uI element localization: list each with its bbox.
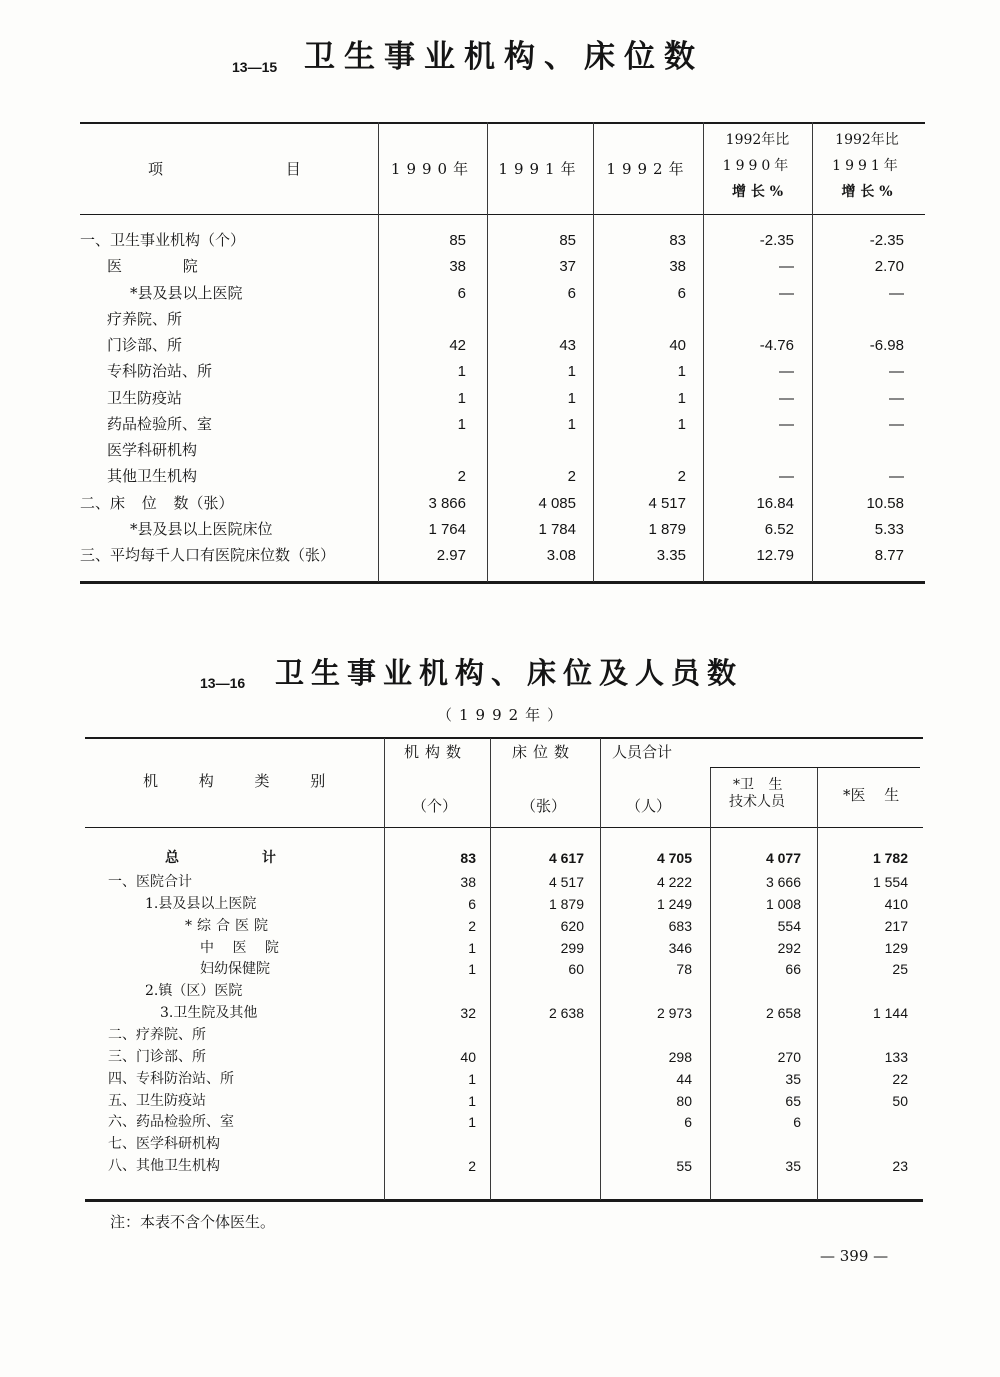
table2-cell-col1: 6 (468, 895, 476, 912)
table2-cell-col2: 60 (568, 961, 584, 978)
table2-cell-col4: 3 666 (765, 874, 801, 890)
table1-header-1992: 1992年 (606, 160, 690, 178)
table2-cell-col3: 1 249 (656, 895, 692, 912)
table2-header-staff-unit: （人） (626, 797, 672, 815)
table2-cell-col3: 4 705 (656, 850, 692, 866)
table1-cell-col3: 1 (677, 415, 686, 433)
table2-cell-col4: 4 077 (765, 850, 801, 866)
table2-bottom-rule (85, 1199, 923, 1202)
table1-row-label: 卫生防疫站 (107, 388, 183, 407)
table1-row-label: 医学科研机构 (107, 441, 198, 459)
table1-cell-col3: 40 (669, 337, 686, 354)
table2-cell-col5: 410 (884, 895, 908, 912)
table2-row-label: 四、专科防治站、所 (108, 1070, 234, 1087)
table2-row-label: 2.镇（区）医院 (145, 983, 243, 1000)
table2-cell-col3: 683 (668, 917, 692, 934)
table1-cell-col2: 1 784 (538, 520, 576, 538)
table2-cell-col1: 1 (468, 939, 476, 956)
table1-cell-col3: 83 (669, 232, 686, 249)
table2-row-label: 三、门诊部、所 (108, 1048, 206, 1065)
table2-cell-col5: 133 (884, 1048, 908, 1065)
table2-cell-col4: 35 (785, 1070, 801, 1087)
table2-top-rule (85, 737, 923, 739)
table1-cell-col4: — (779, 363, 794, 381)
table2-cell-col4: 2 658 (765, 1005, 801, 1022)
table1-cell-col5: — (889, 415, 904, 433)
table1-cell-col3: 3.35 (656, 547, 686, 564)
table1-top-rule (80, 122, 925, 124)
table2-row-label: 七、医学科研机构 (108, 1136, 220, 1153)
table2-header-staff-total: 人员合计 (612, 743, 673, 761)
table2-col-divider (710, 768, 711, 1200)
table1-row-label: *县及县以上医院 (130, 283, 243, 302)
table1-cell-col2: 4 085 (538, 494, 576, 512)
table1-row-label: 二、床 位 数（张） (80, 493, 234, 512)
table2-header-category: 机 构 类 别 (143, 772, 326, 790)
table1-cell-col1: 38 (449, 258, 466, 276)
table2-row-label: 六、药品检验所、室 (108, 1114, 234, 1131)
table2-cell-col3: 44 (676, 1070, 692, 1087)
table1-cell-col2: 85 (559, 232, 576, 249)
table2-cell-col2: 2 638 (548, 1005, 584, 1022)
table1-cell-col1: 6 (457, 284, 466, 302)
table1-row-label: 医 院 (107, 257, 198, 276)
table1-header-1990: 1990年 (390, 160, 475, 178)
table1-cell-col2: 1 (567, 363, 576, 381)
table1-header-rule (80, 214, 925, 215)
table2-cell-col2: 1 879 (548, 895, 584, 912)
table1-row-label: 专科防治站、所 (107, 362, 213, 381)
table1-header-growth-1991-line2: 1991年 (832, 158, 902, 174)
table1-cell-col2: 37 (559, 258, 576, 276)
table2-cell-col5: 25 (892, 961, 908, 978)
table2-cell-col3: 55 (676, 1158, 692, 1175)
table2-cell-col3: 346 (668, 939, 692, 956)
table1-cell-col5: — (889, 284, 904, 302)
table1-cell-col1: 85 (449, 232, 466, 249)
table2-cell-col3: 78 (676, 961, 692, 978)
table2-header-beds-unit: （张） (521, 797, 567, 815)
table1-cell-col4: 12.79 (756, 547, 794, 564)
table1-cell-col1: 42 (449, 337, 466, 354)
table2-cell-col2: 4 617 (548, 850, 584, 866)
table2-header-rule (85, 827, 923, 828)
table2-header-beds: 床位数 (512, 743, 576, 761)
table1-cell-col3: 6 (677, 284, 686, 302)
table2-row-label: 八、其他卫生机构 (108, 1158, 220, 1175)
table2-cell-col5: 22 (892, 1070, 908, 1087)
table2-cell-col4: 6 (793, 1114, 801, 1131)
table1-cell-col3: 1 (677, 389, 686, 407)
table2-cell-col5: 129 (884, 939, 908, 956)
table1-cell-col1: 3 866 (428, 494, 466, 512)
table2-cell-col1: 1 (468, 1114, 476, 1131)
table2-number: 13—16 (200, 675, 246, 691)
table1-header-growth-1990-line2: 1990年 (722, 158, 793, 174)
table1-cell-col1: 2.97 (436, 547, 466, 564)
table1-cell-col3: 1 879 (648, 520, 686, 538)
table2-cell-col5: 1 144 (872, 1005, 908, 1022)
table1-cell-col5: 10.58 (866, 494, 904, 512)
table1-header-growth-1991-line1: 1992年比 (835, 132, 899, 148)
table1-row-label: 门诊部、所 (107, 336, 183, 354)
table1-bottom-rule (80, 581, 925, 584)
table1-cell-col1: 1 (457, 389, 466, 407)
table2-cell-col1: 1 (468, 1070, 476, 1087)
table2-cell-col3: 80 (676, 1092, 692, 1109)
table2-cell-col2: 4 517 (548, 874, 584, 890)
table2-cell-col1: 2 (468, 1158, 476, 1175)
table2-cell-col5: 23 (892, 1158, 908, 1175)
table2-cell-col1: 40 (460, 1048, 476, 1065)
table2-row-label: 3.卫生院及其他 (160, 1005, 258, 1022)
table1-title: 卫生事业机构、床位数 (304, 39, 704, 75)
table2-row-label: 中 医 院 (200, 939, 279, 956)
table1-cell-col5: — (889, 363, 904, 381)
table1-header-item: 项 目 (148, 160, 301, 178)
table2-cell-col1: 32 (460, 1005, 476, 1022)
table1-cell-col3: 4 517 (648, 494, 686, 512)
table2-row-label: 1.县及县以上医院 (145, 895, 257, 912)
table1-cell-col2: 3.08 (546, 547, 576, 564)
table1-cell-col3: 38 (669, 258, 686, 276)
table2-row-label: 一、医院合计 (108, 874, 192, 890)
table2-header-doctors: *医 生 (843, 786, 900, 804)
table1-row-label: 三、平均每千人口有医院床位数（张） (80, 546, 336, 564)
table2-cell-col1: 83 (460, 850, 476, 866)
table2-row-label: 二、疗养院、所 (108, 1026, 206, 1043)
page-number: — 399 — (820, 1247, 889, 1265)
table1-cell-col4: — (779, 415, 794, 433)
table2-cell-col1: 2 (468, 917, 476, 934)
table2-cell-col4: 35 (785, 1158, 801, 1175)
table1-cell-col5: — (889, 468, 904, 486)
table2-cell-col2: 299 (560, 939, 584, 956)
table1-cell-col1: 2 (457, 468, 466, 486)
table1-cell-col2: 1 (567, 415, 576, 433)
table2-header-health-tech-line2: 技术人员 (729, 794, 785, 810)
table1-header-growth-1990-line1: 1992年比 (725, 132, 790, 148)
table2-title: 卫生事业机构、床位及人员数 (275, 656, 744, 690)
table1-cell-col4: -2.35 (759, 232, 794, 249)
table2-cell-col4: 292 (777, 939, 801, 956)
table1-cell-col2: 1 (567, 389, 576, 407)
table2-row-label: *综合医院 (185, 917, 273, 934)
table2-cell-col1: 1 (468, 961, 476, 978)
table1-cell-col4: — (779, 284, 794, 302)
table1-cell-col1: 1 (457, 415, 466, 433)
table1-cell-col5: 8.77 (874, 547, 904, 564)
table2-cell-col4: 66 (785, 961, 801, 978)
table2-cell-col3: 2 973 (656, 1005, 692, 1022)
table2-cell-col5: 50 (892, 1092, 908, 1109)
table2-header-institutions-unit: （个） (412, 797, 458, 815)
table2-cell-col4: 270 (777, 1048, 801, 1065)
table1-cell-col5: -6.98 (869, 337, 904, 354)
table2-cell-col3: 4 222 (656, 874, 692, 890)
table2-cell-col1: 1 (468, 1092, 476, 1109)
table1-cell-col4: — (779, 258, 794, 276)
table-note: 注：本表不含个体医生。 (110, 1213, 276, 1231)
table2-row-label: 五、卫生防疫站 (108, 1092, 206, 1109)
table1-row-label: 药品检验所、室 (107, 414, 213, 433)
table1-header-1991: 1991年 (498, 160, 582, 178)
table1-cell-col5: — (889, 389, 904, 407)
table1-cell-col4: — (779, 389, 794, 407)
table1-cell-col2: 2 (567, 468, 576, 486)
table1-number: 13—15 (232, 59, 278, 75)
table1-cell-col2: 43 (559, 337, 576, 354)
table1-row-label: 疗养院、所 (107, 309, 183, 328)
table2-subheader-rule (710, 767, 920, 768)
table1-header-growth-1990-line3: 增 长 % (731, 184, 784, 200)
table2-cell-col5: 1 782 (872, 850, 908, 866)
table2-cell-col1: 38 (460, 874, 476, 890)
table1-cell-col2: 6 (567, 284, 576, 302)
table1-cell-col4: 6.52 (764, 520, 794, 538)
table2-cell-col3: 298 (668, 1048, 692, 1065)
table2-cell-col4: 65 (785, 1092, 801, 1109)
table1-row-label: 一、卫生事业机构（个） (80, 231, 246, 249)
table2-cell-col3: 6 (684, 1114, 692, 1131)
table1-cell-col5: -2.35 (869, 232, 904, 249)
table1-header-growth-1991-line3: 增 长 % (841, 184, 893, 200)
table2-header-health-tech-line1: *卫 生 (733, 777, 783, 793)
table1-cell-col5: 5.33 (874, 520, 904, 538)
table2-cell-col4: 1 008 (765, 895, 801, 912)
table1-cell-col1: 1 (457, 363, 466, 381)
table2-header-institutions: 机构数 (404, 743, 468, 761)
table1-row-label: *县及县以上医院床位 (130, 519, 273, 538)
table1-cell-col4: — (779, 468, 794, 486)
table1-cell-col3: 2 (677, 468, 686, 486)
table1-row-label: 其他卫生机构 (107, 467, 198, 486)
table2-subtitle: （1992年） (437, 706, 570, 724)
table1-cell-col1: 1 764 (428, 520, 466, 538)
table1-cell-col3: 1 (677, 363, 686, 381)
table2-cell-col5: 217 (884, 917, 908, 934)
table1-cell-col4: -4.76 (759, 337, 794, 354)
table2-row-label: 妇幼保健院 (200, 961, 270, 978)
table2-col-divider (817, 768, 818, 1200)
table2-row-label: 总 计 (165, 850, 276, 866)
table1-cell-col5: 2.70 (874, 258, 904, 276)
table2-cell-col4: 554 (777, 917, 801, 934)
table2-cell-col2: 620 (560, 917, 584, 934)
table1-cell-col4: 16.84 (756, 494, 794, 512)
table2-cell-col5: 1 554 (872, 874, 908, 890)
